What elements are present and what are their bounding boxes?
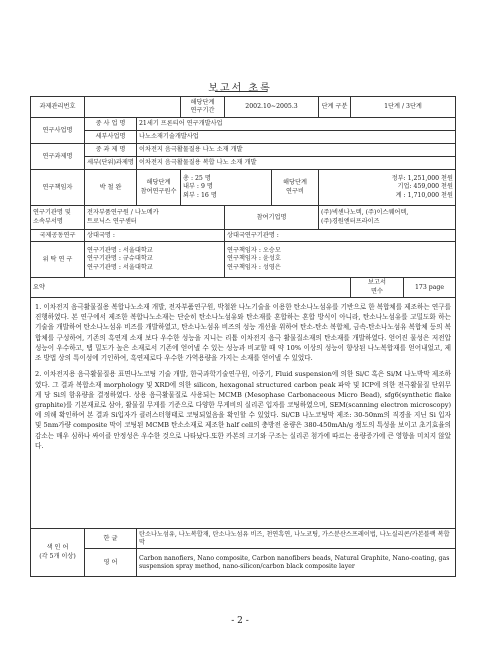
row-institution xyxy=(31,206,456,230)
sub-subject-value: 이차전지 음극활물질용 복합 나노 소재 개발 xyxy=(137,157,456,170)
institution-value: 전자부품연구원 / 나노메카 트로닉스 연구센터 xyxy=(85,206,225,230)
fund-values: 정부: 1,251,000 천원 기업: 459,000 천원 계 : 1,710,000 천원 xyxy=(319,170,456,206)
row-project-name xyxy=(31,118,456,131)
row-subject xyxy=(31,144,456,157)
member-count-values: 총 : 25 명 내부 : 9 명 외부 : 16 명 xyxy=(181,170,272,206)
commission-inst-3: 연구기관명 : 서울대학교 xyxy=(87,263,153,271)
project-name-label: 연구사업명 xyxy=(31,118,85,144)
row-keywords-ko xyxy=(31,529,456,549)
big-subject-value: 이차전지 음극활물질용 나노 소재 개발 xyxy=(137,144,456,157)
commission-head-3: 연구책임자 : 성영은 xyxy=(227,263,281,271)
keywords-label: 색 인 어 (각 5개 이상) xyxy=(31,529,85,577)
row-international xyxy=(31,230,456,242)
row-commissioned xyxy=(31,242,456,278)
keywords-en-value: Carbon nanofiers, Nano composite, Carbon nanofibers beads, Natural Graphite, Nano-coating, gas suspension spray method, nano-silicon/carbon black composite layer xyxy=(137,549,456,577)
researcher-name: 박 철 완 xyxy=(85,170,137,206)
partner-label: 참여기업명 xyxy=(225,206,319,230)
commission-inst-1: 연구기관명 : 서울대학교 xyxy=(87,247,153,255)
stage-value: 1단계 / 3단계 xyxy=(351,97,456,118)
report-title: 보고서 초록 xyxy=(208,83,272,94)
fund-label: 해당단계 연구비 xyxy=(272,170,319,206)
report-abstract-table xyxy=(30,96,456,577)
mid-project-label: 중 사 업 명 xyxy=(85,118,137,131)
summary-paragraph-1: 1. 이차전지 음극활물질용 복합나노소재 개발, 전자부품연구원, 박철완 나노기술을 이용한 탄소나노섬유를 기반으로 한 복합체를 제조하는 연구를 진행하였다. 본 연구에서 제조한 복합나노소재는 단순히 탄소나노섬유와 탄소재를 혼합하는 혼합 방식이 아니라, 탄소나노섬유를 고밀도화 하는 기술을 개발하여 탄소나노섬유 비즈를 개발하였고, 탄소나노섬유 비즈의 성능 개선을 위하여 탄소-탄소 복합체, 금속-탄소나노섬유 복합체 등의 복합체를 구성하여, 기존의 흑연계 소재 보다 우수한 성능을 지니는 리튬 이차전지 음극 활물질소재의 탄소재를 개발하였다. 얻어진 물성은 저전압 성능이 우수하고, 탭 밀도가 높은 소재로서 기존에 얻어낼 수 있는 성능과 비교할 때 약 10% 이상의 성능이 향상된 나노복합재를 얻어내었고, 제조 방법 상의 특이성에 기인하여, 흑연제로다 우수한 가역용량을 가지는 소재를 얻어낼 수 있었다. xyxy=(35,303,452,363)
subject-label: 연구과제명 xyxy=(31,144,85,170)
row-summary-header xyxy=(31,278,456,298)
stage-label: 단계 구분 xyxy=(319,97,351,118)
intl-label: 국제공동연구 xyxy=(31,230,85,242)
detail-project-value: 나노소재기술개발사업 xyxy=(137,131,456,144)
project-no-label: 과제관리번호 xyxy=(31,97,85,118)
title-underline xyxy=(215,91,267,92)
intl-country: 상대국명 : xyxy=(85,230,225,242)
row-keywords-en xyxy=(31,549,456,577)
summary-label: 요약 xyxy=(31,278,351,298)
sub-subject-label: 세부(단위)과제명 xyxy=(85,157,137,170)
partner-value: (주)넥센나노텍, (주)이스퀘어텍, (주)경원엔터프라이즈 xyxy=(319,206,456,230)
page-number: - 2 - xyxy=(231,616,249,626)
period-value: 2002.10~2005.3 xyxy=(225,97,319,118)
summary-paragraph-2: 2. 이차전지용 음극활물질용 표면나노코팅 기술 개발, 한국과학기술연구원, 이중기, Fluid suspension에 의한 Si/C 혹은 Si/M 나노박막 제조하였다. 그 결과 복합소재 morphology 및 XRD에 의한 silicon, hexagonal structured carbon peak 파악 및 ICP에 의한 전극활물질 단위무게 당 Si의 함유량을 결정하였다. 상용 음극활물질로 사용되는 MCMB (Mesophase Carbonaceous Micro Bead), sfg6(synthetic flake graphite)를 기본재료로 삼아, 활물질 무게를 기준으로 다양한 무게비의 실리콘 입자를 코팅하였으며, SEM(scanning electron microscopy)에 의해 확인하여 본 결과 Si입자가 클러스터형태로 코팅되었음을 확인할 수 있었다. Si/CB 나노코팅막 제조: 30-50nm의 직경을 지닌 Si 입자 및 5nm가량 composite 막이 코팅된 MCMB 탄소소재로 제조한 half cell의 충방전 용량은 380-450mAh/g 정도의 특성을 보이고 초기효율의 감소는 매우 심하나 싸이클 안정성은 우수한 것으로 나타났다.또한 카본의 크기와 구조는 실리콘 첨가에 따르는 용량증가에 큰 영향을 미치지 않았다. xyxy=(35,370,452,450)
researcher-label: 연구책임자 xyxy=(31,170,85,206)
row-researcher xyxy=(31,170,456,206)
institution-label: 연구기관명 및 소속부서명 xyxy=(31,206,85,230)
keywords-ko-value: 탄소나노섬유, 나노복합재, 탄소나노섬유 비즈, 천연흑연, 나노코팅, 가스분산스프레이법, 나노실리콘/카본블랙 복합막 xyxy=(137,529,456,549)
row-summary-body xyxy=(31,298,456,529)
keywords-en-label: 영 어 xyxy=(85,549,137,577)
detail-project-label: 세부사업명 xyxy=(85,131,137,144)
period-label: 해당단계 연구기간 xyxy=(181,97,225,118)
commission-inst-2: 연구기관명 : 규슈대학교 xyxy=(87,255,153,263)
summary-text xyxy=(31,298,456,529)
commission-heads xyxy=(225,242,456,278)
pages-value: 173 page xyxy=(404,278,456,298)
intl-institution: 상대국연구기관명 : xyxy=(225,230,456,242)
project-no-value xyxy=(85,97,181,118)
commission-head-2: 연구책임자 : 윤성호 xyxy=(227,255,281,263)
mid-project-value: 21세기 프론티어 연구개발사업 xyxy=(137,118,456,131)
commission-head-1: 연구책임자 : 오승모 xyxy=(227,247,281,255)
row-project-no xyxy=(31,97,456,118)
member-count-label: 해당단계 참여연구원수 xyxy=(137,170,181,206)
pages-label: 보고서 면수 xyxy=(351,278,404,298)
big-subject-label: 중 과 제 명 xyxy=(85,144,137,157)
commission-label: 위 탁 연 구 xyxy=(31,242,85,278)
commission-institutions xyxy=(85,242,225,278)
keywords-ko-label: 한 글 xyxy=(85,529,137,549)
